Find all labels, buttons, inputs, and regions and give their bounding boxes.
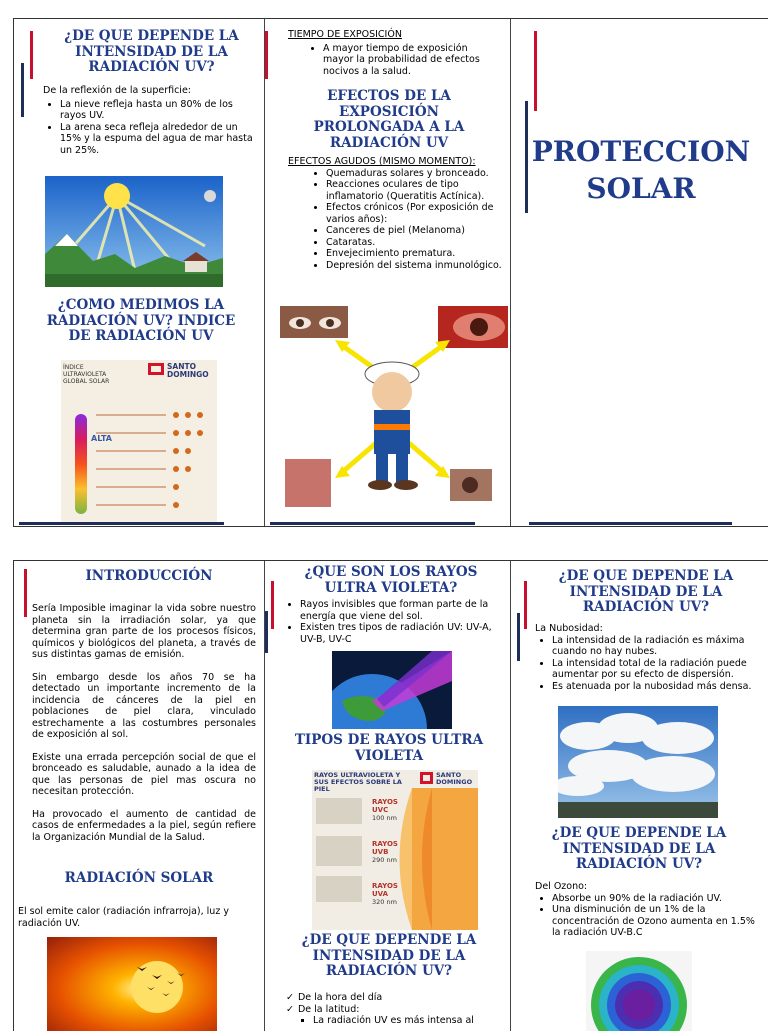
section-title: INTRODUCCIÓN — [85, 568, 213, 584]
brochure-sheet-outside — [13, 18, 768, 527]
section-intro: Del Ozono: — [535, 881, 588, 892]
worker-mascot-illustration — [280, 304, 508, 509]
accent-bar-red — [524, 581, 527, 629]
intensity-factors-list — [283, 992, 505, 1015]
cover-title: PROTECCION SOLAR — [531, 135, 751, 205]
list-item: ✓ De la latitud: — [299, 1004, 505, 1016]
santo-domingo-logo — [148, 363, 164, 375]
uv-index-brand: SANTO DOMINGO — [167, 362, 209, 379]
exposure-list — [288, 43, 500, 78]
panel-introduction — [14, 561, 264, 1031]
ozone-hole-map — [586, 951, 692, 1031]
list-item: • La intensidad total de la radiación puede aumentar por su efecto de dispersión. — [552, 658, 761, 681]
section-title: RADIACIÓN SOLAR — [64, 870, 214, 886]
ray-name: RAYOS UVB — [372, 840, 398, 856]
ray-uva-label — [372, 882, 406, 906]
accent-bar-navy — [517, 613, 520, 661]
sunset-photo — [47, 937, 217, 1031]
list-item: • Reacciones oculares de tipo inflamatorio (Queratitis Actínica). — [326, 179, 503, 202]
panel-exposure-effects — [265, 19, 510, 526]
section-title: ¿DE QUE DEPENDE LA INTENSIDAD DE LA RADIACIÓN UV? — [301, 932, 477, 979]
ray-uvb-label — [372, 840, 406, 864]
infographic-header: RAYOS ULTRAVIOLETA Y SUS EFECTOS SOBRE LA PIEL — [314, 771, 402, 793]
list-item: • Una disminución de un 1% de la concentración de Ozono aumenta en 1.5% la radiación UV-B.C — [552, 904, 761, 939]
section-intro: De la reflexión de la superficie: — [43, 85, 191, 96]
bottom-accent-bar — [529, 522, 732, 525]
brochure-sheet-inside — [13, 560, 768, 1031]
intro-paragraph: Sería Imposible imaginar la vida sobre nuestro planeta sin la irradiación solar, ya que determina gran parte de los procesos físicos, químicos y biológicos del planeta, a través de sus distintas gamas de emisión. — [32, 603, 256, 660]
intro-paragraph: Ha provocado el aumento de cantidad de casos de enfermedades a la piel, según refiere la Organización Mundial de la Salud. — [32, 808, 256, 843]
list-item: • Quemaduras solares y bronceado. — [326, 168, 503, 180]
section-title: TIPOS DE RAYOS ULTRA VIOLETA — [294, 732, 484, 764]
section-subtitle: EFECTOS AGUDOS (MISMO MOMENTO): — [288, 156, 476, 167]
intro-paragraph: Sin embargo desde los años 70 se ha detectado un importante incremento de la incidencia de cánceres de la piel en poblaciones de piel clara, vinculado estrechamente a las costumbres personales de exposición al sol. — [32, 671, 256, 740]
list-item: • Absorbe un 90% de la radiación UV. — [552, 893, 761, 905]
list-item: ✓ De la hora del día — [299, 992, 505, 1004]
uv-index-infographic — [61, 360, 217, 524]
ray-name: RAYOS UVA — [372, 882, 398, 898]
effects-list — [288, 168, 503, 272]
ray-wavelength: 290 nm — [372, 856, 397, 864]
panel-cover — [511, 19, 768, 526]
panel-clouds-ozone — [511, 561, 768, 1031]
ray-name: RAYOS UVC — [372, 798, 398, 814]
list-item: ▪ La radiación UV es más intensa al — [313, 1015, 505, 1027]
sun-radiation-illustration — [45, 176, 223, 287]
accent-bar-navy — [21, 63, 24, 117]
section-title: ¿QUE SON LOS RAYOS ULTRA VIOLETA? — [304, 564, 478, 596]
section-subtitle: TIEMPO DE EXPOSICIÓN — [288, 29, 402, 40]
accent-bar-navy — [265, 611, 268, 653]
list-item: • Existen tres tipos de radiación UV: UV-A, UV-B, UV-C — [300, 622, 505, 645]
ozone-list — [535, 893, 761, 939]
section-title: ¿DE QUE DEPENDE LA INTENSIDAD DE LA RADIACIÓN UV? — [551, 825, 727, 872]
ray-wavelength: 320 nm — [372, 898, 397, 906]
cloudiness-list — [535, 635, 761, 693]
intro-paragraph: Existe una errada percepción social de que el bronceado es saludable, aunado a la idea de que las personas de piel mas oscura no necesitan protección. — [32, 751, 256, 797]
bottom-accent-bar — [19, 522, 224, 525]
accent-bar-red — [265, 31, 268, 79]
uv-index-header: ÍNDICE ULTRAVIOLETA GLOBAL SOLAR — [63, 364, 110, 385]
section-intro: La Nubosidad: — [535, 623, 603, 634]
list-item: • La arena seca refleja alrededor de un 15% y la espuma del agua de mar hasta un 25%. — [60, 122, 255, 157]
panel-uv-rays — [265, 561, 510, 1031]
uv-scale-bar — [75, 414, 87, 514]
section-title: ¿DE QUE DEPENDE LA INTENSIDAD DE LA RADIACIÓN UV? — [558, 568, 734, 615]
ray-wavelength: 100 nm — [372, 814, 397, 822]
list-item: • Canceres de piel (Melanoma) — [326, 225, 503, 237]
uv-level-label: ALTA — [91, 434, 112, 443]
infographic-brand: SANTO DOMINGO — [436, 771, 473, 786]
ray-uvc-label — [372, 798, 406, 822]
bottom-accent-bar — [270, 522, 475, 525]
section-title: EFECTOS DE LA EXPOSICIÓN PROLONGADA A LA RADIACIÓN UV — [313, 88, 465, 151]
list-item: • Depresión del sistema inmunológico. — [326, 260, 503, 272]
earth-uv-illustration — [332, 651, 452, 729]
list-item: • Envejecimiento prematura. — [326, 248, 503, 260]
panel-uv-reflection — [14, 19, 264, 526]
section-text: El sol emite calor (radiación infrarroja), luz y radiación UV. — [18, 906, 229, 929]
list-item: • Efectos crónicos (Por exposición de varios años): — [326, 202, 503, 225]
list-item: • Es atenuada por la nubosidad más densa. — [552, 681, 761, 693]
list-item: • Rayos invisibles que forman parte de la energía que viene del sol. — [300, 599, 505, 622]
list-item: • A mayor tiempo de exposición mayor la probabilidad de efectos nocivos a la salud. — [323, 43, 500, 78]
clouds-photo — [558, 706, 718, 818]
accent-bar-red — [534, 31, 537, 111]
list-item: • La intensidad de la radiación es máxima cuando no hay nubes. — [552, 635, 761, 658]
reflection-list — [43, 99, 255, 157]
latitude-sublist — [283, 1015, 505, 1027]
santo-domingo-logo — [420, 772, 433, 784]
list-item: • Cataratas. — [326, 237, 503, 249]
uv-definition-list — [283, 599, 505, 645]
uv-types-infographic — [312, 770, 478, 930]
accent-bar-red — [24, 569, 27, 617]
section-title: ¿DE QUE DEPENDE LA INTENSIDAD DE LA RADIACIÓN UV? — [64, 28, 239, 75]
accent-bar-red — [30, 31, 33, 79]
section-title: ¿COMO MEDIMOS LA RADIACIÓN UV? INDICE DE RADIACIÓN UV — [46, 297, 236, 344]
list-item: • La nieve refleja hasta un 80% de los rayos UV. — [60, 99, 255, 122]
accent-bar-red — [271, 581, 274, 629]
